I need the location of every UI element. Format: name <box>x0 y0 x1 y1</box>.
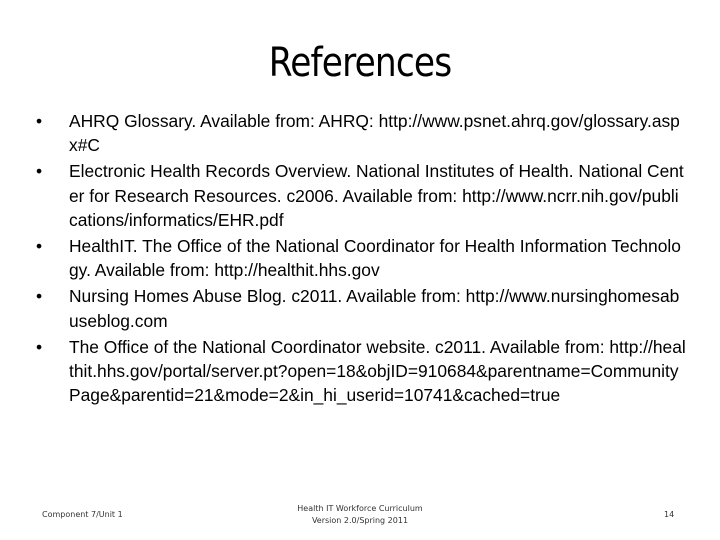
footer-component-label: Component 7/Unit 1 <box>42 510 123 519</box>
bullet: • <box>36 161 43 182</box>
list-item <box>36 284 686 333</box>
list-item <box>36 335 686 408</box>
bullet: • <box>36 111 43 131</box>
page-number: 14 <box>664 510 675 519</box>
bullet: • <box>36 286 43 307</box>
slide-title: References <box>268 40 452 86</box>
list-item <box>36 159 686 232</box>
reference-list <box>36 109 686 409</box>
list-item <box>36 109 686 158</box>
bullet: • <box>36 236 43 257</box>
list-item <box>36 234 686 283</box>
footer-curriculum <box>260 503 460 526</box>
reference-text: Nursing Homes Abuse Blog. c2011. Available from: http://www.nursinghomesabuseblog.com <box>69 286 680 331</box>
reference-text: HealthIT. The Office of the National Coordinator for Health Information Technology. Available from: http://healthit.hhs.gov <box>69 236 681 281</box>
reference-text: The Office of the National Coordinator website. c2011. Available from: http://healthit.hhs.gov/portal/server.pt?open=18&objID=910684&parentname=CommunityPage&parentid=21&mode=2&in_hi_userid=10741&cached=true <box>69 336 686 406</box>
footer-curriculum-line2: Version 2.0/Spring 2011 <box>311 515 409 525</box>
reference-text: Electronic Health Records Overview. National Institutes of Health. National Center for Research Resources. c2006. Available from: http://www.ncrr.nih.gov/publications/informatics/EHR.pdf <box>69 161 684 231</box>
footer-curriculum-line1: Health IT Workforce Curriculum <box>297 504 423 513</box>
reference-text: AHRQ Glossary. Available from: AHRQ: http://www.psnet.ahrq.gov/glossary.aspx#C <box>69 111 680 156</box>
bullet: • <box>36 336 43 357</box>
